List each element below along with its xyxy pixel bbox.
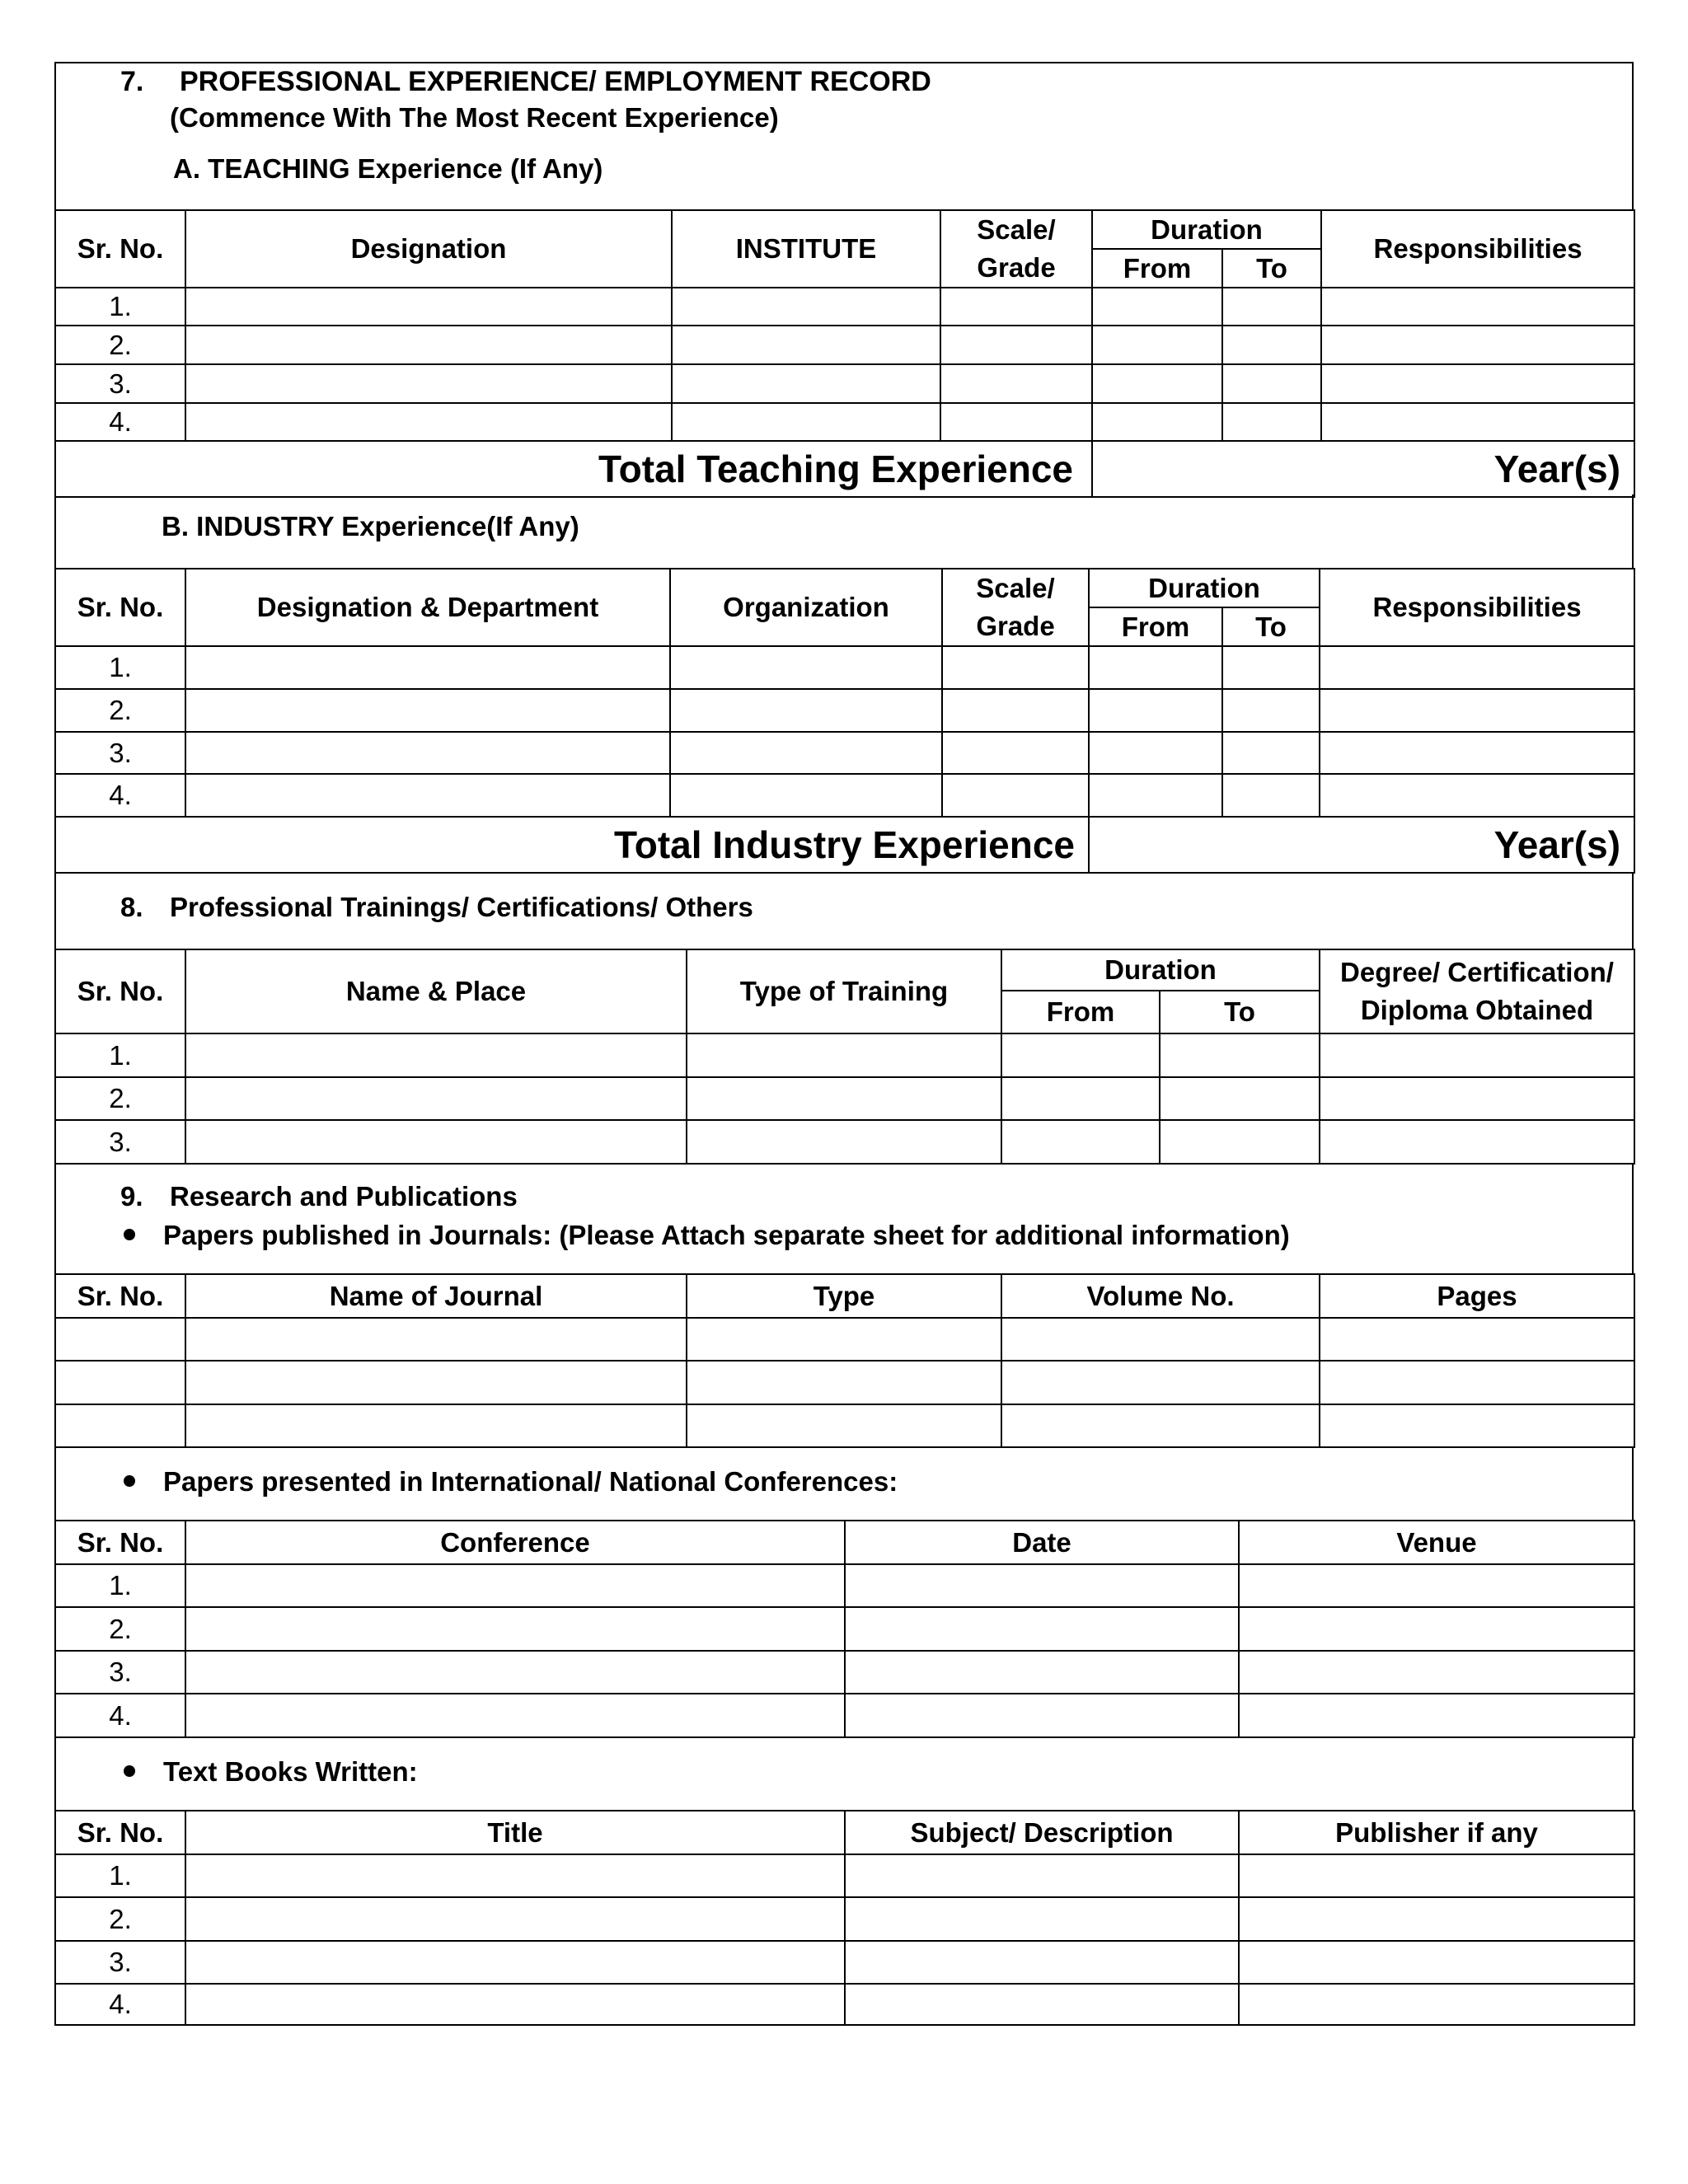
header-sr-no: Sr. No. [55, 1811, 185, 1854]
total-industry-years[interactable]: Year(s) [1089, 817, 1634, 873]
header-from: From [1001, 991, 1160, 1033]
from-cell[interactable] [1092, 326, 1222, 364]
scale-cell[interactable] [942, 774, 1089, 817]
degree-cell[interactable] [1320, 1077, 1634, 1120]
date-cell[interactable] [845, 1564, 1239, 1607]
row-number: 1. [55, 1564, 185, 1607]
venue-cell[interactable] [1239, 1607, 1634, 1651]
date-cell[interactable] [845, 1607, 1239, 1651]
title-cell[interactable] [185, 1854, 845, 1897]
sr-cell[interactable] [55, 1318, 185, 1361]
header-responsibilities: Responsibilities [1320, 569, 1634, 646]
responsibilities-cell[interactable] [1320, 732, 1634, 774]
header-from: From [1092, 249, 1222, 288]
journal-cell[interactable] [185, 1361, 687, 1404]
designation-cell[interactable] [185, 326, 672, 364]
name-place-cell[interactable] [185, 1033, 687, 1077]
type-cell[interactable] [687, 1361, 1001, 1404]
teaching-experience-table [54, 209, 1635, 498]
type-cell[interactable] [687, 1077, 1001, 1120]
institute-cell[interactable] [672, 364, 940, 403]
textbooks-header [54, 1736, 1634, 1811]
bullet-icon [124, 1765, 135, 1777]
responsibilities-cell[interactable] [1320, 689, 1634, 732]
header-from: From [1089, 607, 1222, 646]
header-degree-obtained: Degree/ Certification/ Diploma Obtained [1320, 949, 1634, 1033]
subject-cell[interactable] [845, 1897, 1239, 1941]
from-cell[interactable] [1089, 689, 1222, 732]
header-to: To [1222, 607, 1320, 646]
header-sr-no: Sr. No. [55, 1521, 185, 1564]
header-pages: Pages [1320, 1274, 1634, 1318]
responsibilities-cell[interactable] [1321, 364, 1634, 403]
journal-cell[interactable] [185, 1318, 687, 1361]
header-designation: Designation [185, 210, 672, 288]
designation-cell[interactable] [185, 646, 670, 689]
header-to: To [1160, 991, 1320, 1033]
header-responsibilities: Responsibilities [1321, 210, 1634, 288]
to-cell[interactable] [1222, 288, 1321, 326]
venue-cell[interactable] [1239, 1564, 1634, 1607]
to-cell[interactable] [1222, 326, 1321, 364]
from-cell[interactable] [1001, 1033, 1160, 1077]
header-title: Title [185, 1811, 845, 1854]
responsibilities-cell[interactable] [1321, 403, 1634, 441]
header-scale-grade: Scale/ Grade [940, 210, 1092, 288]
subject-cell[interactable] [845, 1854, 1239, 1897]
from-cell[interactable] [1092, 364, 1222, 403]
header-subject-description: Subject/ Description [845, 1811, 1239, 1854]
organization-cell[interactable] [670, 774, 942, 817]
row-number: 2. [55, 1077, 185, 1120]
scale-cell[interactable] [940, 403, 1092, 441]
pages-cell[interactable] [1320, 1361, 1634, 1404]
scale-cell[interactable] [940, 326, 1092, 364]
name-place-cell[interactable] [185, 1120, 687, 1164]
pages-cell[interactable] [1320, 1318, 1634, 1361]
to-cell[interactable] [1222, 774, 1320, 817]
header-institute: INSTITUTE [672, 210, 940, 288]
subject-cell[interactable] [845, 1941, 1239, 1984]
date-cell[interactable] [845, 1651, 1239, 1694]
section-9-title: Research and Publications [170, 1181, 518, 1212]
row-number: 1. [55, 646, 185, 689]
from-cell[interactable] [1092, 288, 1222, 326]
textbooks-bullet [124, 1756, 418, 1788]
section-8-number: 8. [120, 892, 143, 922]
total-industry-label: Total Industry Experience [55, 817, 1089, 873]
journals-bullet [124, 1220, 1290, 1251]
total-teaching-years[interactable]: Year(s) [1092, 441, 1634, 497]
header-designation-department: Designation & Department [185, 569, 670, 646]
textbooks-bullet-text: Text Books Written: [163, 1756, 418, 1787]
section-7-number: 7. [120, 66, 144, 97]
scale-cell[interactable] [942, 689, 1089, 732]
section-7-header [54, 63, 1634, 209]
row-number: 4. [55, 1984, 185, 2025]
to-cell[interactable] [1222, 732, 1320, 774]
bullet-icon [124, 1475, 135, 1487]
responsibilities-cell[interactable] [1321, 288, 1634, 326]
header-type: Type [687, 1274, 1001, 1318]
row-number: 1. [55, 1854, 185, 1897]
row-number: 4. [55, 1694, 185, 1737]
type-cell[interactable] [687, 1404, 1001, 1447]
row-number: 4. [55, 774, 185, 817]
organization-cell[interactable] [670, 732, 942, 774]
total-teaching-label: Total Teaching Experience [55, 441, 1092, 497]
title-cell[interactable] [185, 1897, 845, 1941]
row-number: 3. [55, 1651, 185, 1694]
designation-cell[interactable] [185, 689, 670, 732]
row-number: 3. [55, 364, 185, 403]
title-cell[interactable] [185, 1984, 845, 2025]
row-number: 2. [55, 1897, 185, 1941]
bullet-icon [124, 1229, 135, 1240]
designation-cell[interactable] [185, 288, 672, 326]
type-cell[interactable] [687, 1033, 1001, 1077]
section-7-title: PROFESSIONAL EXPERIENCE/ EMPLOYMENT RECORD [180, 66, 931, 97]
to-cell[interactable] [1222, 646, 1320, 689]
section-9-header [54, 1163, 1634, 1274]
section-8-header [54, 872, 1634, 949]
header-type-of-training: Type of Training [687, 949, 1001, 1033]
volume-cell[interactable] [1001, 1318, 1320, 1361]
scale-cell[interactable] [940, 288, 1092, 326]
industry-header [54, 494, 1634, 569]
publisher-cell[interactable] [1239, 1854, 1634, 1897]
header-organization: Organization [670, 569, 942, 646]
institute-cell[interactable] [672, 403, 940, 441]
to-cell[interactable] [1222, 364, 1321, 403]
row-number: 3. [55, 1941, 185, 1984]
from-cell[interactable] [1001, 1077, 1160, 1120]
publisher-cell[interactable] [1239, 1984, 1634, 2025]
venue-cell[interactable] [1239, 1651, 1634, 1694]
sr-cell[interactable] [55, 1361, 185, 1404]
name-place-cell[interactable] [185, 1077, 687, 1120]
conferences-header [54, 1446, 1634, 1521]
header-sr-no: Sr. No. [55, 569, 185, 646]
section-8-title: Professional Trainings/ Certifications/ Others [170, 892, 753, 922]
responsibilities-cell[interactable] [1320, 646, 1634, 689]
from-cell[interactable] [1089, 774, 1222, 817]
journals-bullet-text: Papers published in Journals: (Please Attach separate sheet for additional information) [163, 1220, 1290, 1250]
degree-cell[interactable] [1320, 1120, 1634, 1164]
venue-cell[interactable] [1239, 1694, 1634, 1737]
to-cell[interactable] [1160, 1120, 1320, 1164]
pages-cell[interactable] [1320, 1404, 1634, 1447]
from-cell[interactable] [1089, 732, 1222, 774]
conferences-bullet [124, 1466, 898, 1497]
header-publisher: Publisher if any [1239, 1811, 1634, 1854]
row-number: 3. [55, 732, 185, 774]
journal-cell[interactable] [185, 1404, 687, 1447]
scale-cell[interactable] [940, 364, 1092, 403]
header-duration: Duration [1089, 569, 1320, 607]
row-number: 3. [55, 1120, 185, 1164]
row-number: 1. [55, 288, 185, 326]
to-cell[interactable] [1222, 403, 1321, 441]
from-cell[interactable] [1001, 1120, 1160, 1164]
volume-cell[interactable] [1001, 1404, 1320, 1447]
publisher-cell[interactable] [1239, 1897, 1634, 1941]
to-cell[interactable] [1160, 1033, 1320, 1077]
sr-cell[interactable] [55, 1404, 185, 1447]
header-duration: Duration [1092, 210, 1321, 249]
degree-cell[interactable] [1320, 1033, 1634, 1077]
header-duration: Duration [1001, 949, 1320, 991]
journals-table [54, 1273, 1635, 1448]
header-date: Date [845, 1521, 1239, 1564]
title-cell[interactable] [185, 1941, 845, 1984]
date-cell[interactable] [845, 1694, 1239, 1737]
header-volume-no: Volume No. [1001, 1274, 1320, 1318]
header-to: To [1222, 249, 1321, 288]
row-number: 2. [55, 689, 185, 732]
conference-cell[interactable] [185, 1607, 845, 1651]
designation-cell[interactable] [185, 403, 672, 441]
row-number: 2. [55, 1607, 185, 1651]
header-name-of-journal: Name of Journal [185, 1274, 687, 1318]
type-cell[interactable] [687, 1318, 1001, 1361]
volume-cell[interactable] [1001, 1361, 1320, 1404]
header-sr-no: Sr. No. [55, 1274, 185, 1318]
to-cell[interactable] [1222, 689, 1320, 732]
conferences-table [54, 1520, 1635, 1738]
scale-cell[interactable] [942, 732, 1089, 774]
responsibilities-cell[interactable] [1320, 774, 1634, 817]
teaching-heading: A. TEACHING Experience (If Any) [173, 153, 603, 184]
header-venue: Venue [1239, 1521, 1634, 1564]
header-sr-no: Sr. No. [55, 949, 185, 1033]
header-scale-grade: Scale/ Grade [942, 569, 1089, 646]
section-9-number: 9. [120, 1181, 143, 1212]
designation-cell[interactable] [185, 364, 672, 403]
designation-cell[interactable] [185, 732, 670, 774]
type-cell[interactable] [687, 1120, 1001, 1164]
responsibilities-cell[interactable] [1321, 326, 1634, 364]
institute-cell[interactable] [672, 288, 940, 326]
conference-cell[interactable] [185, 1651, 845, 1694]
to-cell[interactable] [1160, 1077, 1320, 1120]
header-conference: Conference [185, 1521, 845, 1564]
from-cell[interactable] [1089, 646, 1222, 689]
organization-cell[interactable] [670, 689, 942, 732]
row-number: 1. [55, 1033, 185, 1077]
subject-cell[interactable] [845, 1984, 1239, 2025]
row-number: 4. [55, 403, 185, 441]
designation-cell[interactable] [185, 774, 670, 817]
row-number: 2. [55, 326, 185, 364]
industry-experience-table [54, 568, 1635, 874]
institute-cell[interactable] [672, 326, 940, 364]
from-cell[interactable] [1092, 403, 1222, 441]
conference-cell[interactable] [185, 1694, 845, 1737]
organization-cell[interactable] [670, 646, 942, 689]
scale-cell[interactable] [942, 646, 1089, 689]
industry-heading: B. INDUSTRY Experience(If Any) [162, 511, 579, 541]
header-sr-no: Sr. No. [55, 210, 185, 288]
header-name-place: Name & Place [185, 949, 687, 1033]
trainings-table [54, 949, 1635, 1165]
section-7-subtitle: (Commence With The Most Recent Experience) [170, 102, 779, 133]
conference-cell[interactable] [185, 1564, 845, 1607]
textbooks-table [54, 1810, 1635, 2026]
publisher-cell[interactable] [1239, 1941, 1634, 1984]
conferences-bullet-text: Papers presented in International/ National Conferences: [163, 1466, 898, 1497]
